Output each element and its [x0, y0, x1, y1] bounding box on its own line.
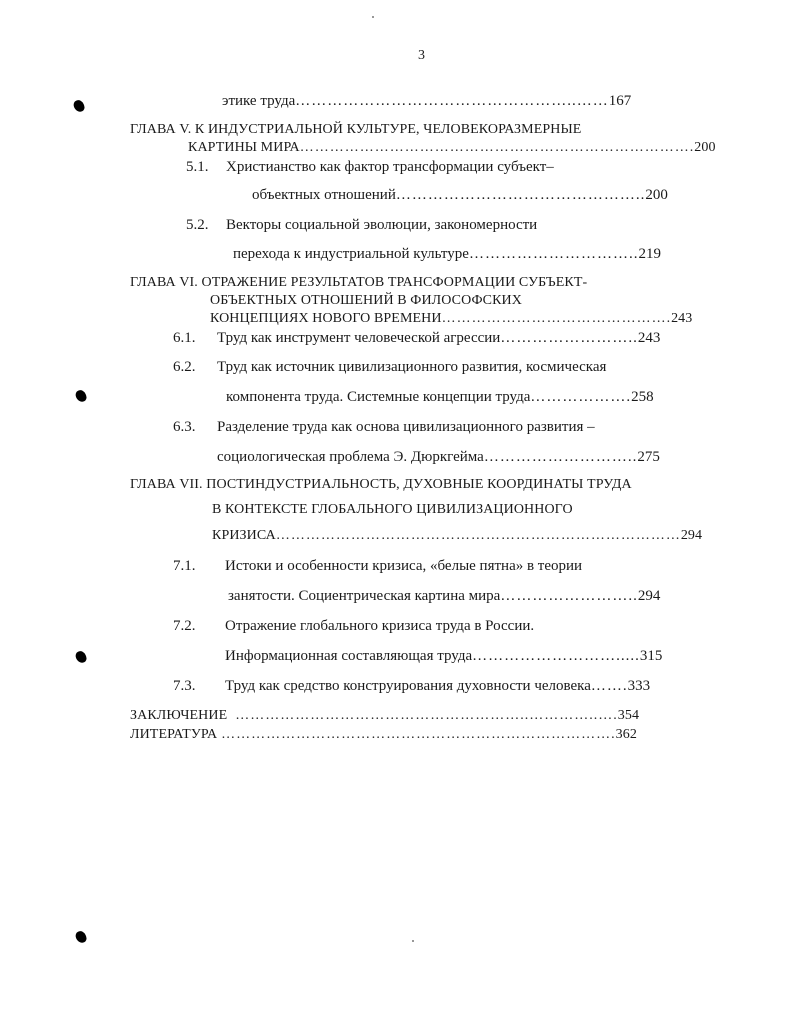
section-number: 5.1. — [186, 159, 209, 175]
toc-section — [186, 158, 554, 176]
toc-leader-dots: ……………………………………….. — [395, 187, 646, 203]
toc-leader-dots: ………………………….. — [468, 246, 639, 262]
toc-title: Труд как источник цивилизационного развития, космическая — [217, 359, 607, 375]
toc-title: ГЛАВА V. К ИНДУСТРИАЛЬНОЙ КУЛЬТУРЕ, ЧЕЛОВЕКОРАЗМЕРНЫЕ — [130, 122, 582, 137]
toc-leader-dots: ……………………………………………………………………… — [275, 528, 681, 543]
toc-title: компонента труда. Системные концепции труда — [226, 389, 531, 405]
scan-speck — [372, 16, 374, 18]
chapter-heading — [130, 121, 581, 139]
toc-page: 200 — [645, 187, 668, 203]
toc-title: ОБЪЕКТНЫХ ОТНОШЕНИЙ В ФИЛОСОФСКИХ — [210, 293, 522, 308]
toc-entry — [222, 92, 631, 110]
toc-title: В КОНТЕКСТЕ ГЛОБАЛЬНОГО ЦИВИЛИЗАЦИОННОГО — [212, 502, 573, 517]
toc-leader-dots: …………………….. — [500, 330, 638, 346]
page-number: 3 — [418, 48, 425, 63]
toc-entry — [173, 677, 650, 695]
toc-page: 243 — [637, 330, 661, 346]
toc-title: КАРТИНЫ МИРА — [188, 140, 300, 155]
toc-page: 200 — [694, 140, 716, 155]
toc-title: этике труда — [222, 93, 296, 109]
toc-entry — [130, 726, 637, 744]
chapter-heading — [212, 501, 573, 519]
toc-title: Труд как средство конструирования духовности человека — [225, 678, 591, 694]
toc-leader-dots: …………………….. — [500, 588, 638, 604]
toc-title: социологическая проблема Э. Дюркгейма — [217, 449, 484, 465]
toc-leader-dots: ………………. — [530, 389, 632, 405]
toc-title: Информационная составляющая труда — [225, 648, 473, 664]
toc-page: 354 — [617, 708, 640, 723]
toc-leader-dots: ……………………………………………………………………. — [221, 727, 616, 742]
toc-entry — [252, 186, 668, 204]
toc-page: 315 — [639, 648, 663, 664]
toc-page: 333 — [627, 678, 651, 694]
toc-page: 294 — [637, 588, 661, 604]
section-number: 7.3. — [173, 678, 196, 694]
chapter-heading — [130, 274, 587, 292]
toc-entry — [210, 310, 692, 328]
toc-leader-dots: ……………………………………………………………………. — [299, 140, 695, 155]
toc-page: 243 — [671, 311, 693, 326]
toc-entry — [226, 388, 654, 406]
toc-title: Разделение труда как основа цивилизационного развития – — [217, 419, 595, 435]
section-number: 6.2. — [173, 359, 196, 375]
margin-ink-mark — [74, 930, 88, 945]
scan-speck — [412, 940, 414, 942]
section-number: 6.3. — [173, 419, 196, 435]
toc-title: ГЛАВА VII. ПОСТИНДУСТРИАЛЬНОСТЬ, ДУХОВНЫЕ КООРДИНАТЫ ТРУДА — [130, 477, 632, 492]
margin-ink-mark — [74, 650, 88, 665]
toc-title: Векторы социальной эволюции, закономерности — [226, 217, 538, 233]
toc-leader-dots: ……. — [590, 678, 628, 694]
toc-leader-dots: ……………………………………………..…… — [295, 93, 609, 109]
toc-entry — [173, 329, 660, 347]
toc-title: перехода к индустриальной культуре — [233, 246, 469, 262]
section-number: 5.2. — [186, 217, 209, 233]
toc-title: ГЛАВА VI. ОТРАЖЕНИЕ РЕЗУЛЬТАТОВ ТРАНСФОРМАЦИИ СУБЪЕКТ- — [130, 275, 588, 290]
toc-title: Отражение глобального кризиса труда в России. — [225, 618, 535, 634]
toc-entry — [233, 245, 661, 263]
toc-entry — [225, 647, 662, 665]
toc-entry — [217, 448, 660, 466]
toc-title: Христианство как фактор трансформации субъект– — [226, 159, 554, 175]
toc-title: объектных отношений — [252, 187, 396, 203]
toc-title: ЗАКЛЮЧЕНИЕ — [130, 708, 228, 723]
toc-entry — [188, 139, 716, 157]
toc-page: 294 — [680, 528, 703, 543]
chapter-heading — [130, 476, 632, 494]
toc-page: 275 — [637, 449, 660, 465]
toc-leader-dots: ………………………………………. — [441, 311, 672, 326]
toc-leader-dots: ……………………….. — [483, 449, 638, 465]
toc-title: Труд как инструмент человеческой агрессии — [217, 330, 501, 346]
toc-title: КОНЦЕПЦИЯХ НОВОГО ВРЕМЕНИ — [210, 311, 442, 326]
toc-entry — [212, 527, 702, 545]
toc-section — [173, 358, 606, 376]
toc-title: ЛИТЕРАТУРА — [130, 727, 218, 742]
toc-entry — [228, 587, 660, 605]
toc-title: занятости. Социентрическая картина мира — [228, 588, 501, 604]
section-number: 6.1. — [173, 330, 196, 346]
section-number: 7.1. — [173, 558, 196, 574]
margin-ink-mark — [72, 99, 86, 114]
toc-page: 167 — [608, 93, 632, 109]
chapter-heading — [210, 292, 522, 310]
toc-leader-dots: …………………………………………………..…………..…. — [235, 708, 618, 723]
toc-section — [186, 216, 537, 234]
toc-entry — [130, 707, 639, 725]
toc-section — [173, 557, 582, 575]
toc-page: 258 — [631, 389, 654, 405]
toc-page: 219 — [638, 246, 661, 262]
margin-ink-mark — [74, 389, 88, 404]
toc-section — [173, 617, 534, 635]
toc-leader-dots: ………………………..... — [472, 648, 640, 664]
section-number: 7.2. — [173, 618, 196, 634]
toc-title: КРИЗИСА — [212, 528, 276, 543]
toc-section — [173, 418, 595, 436]
toc-page: 362 — [615, 727, 637, 742]
toc-title: Истоки и особенности кризиса, «белые пятна» в теории — [225, 558, 583, 574]
